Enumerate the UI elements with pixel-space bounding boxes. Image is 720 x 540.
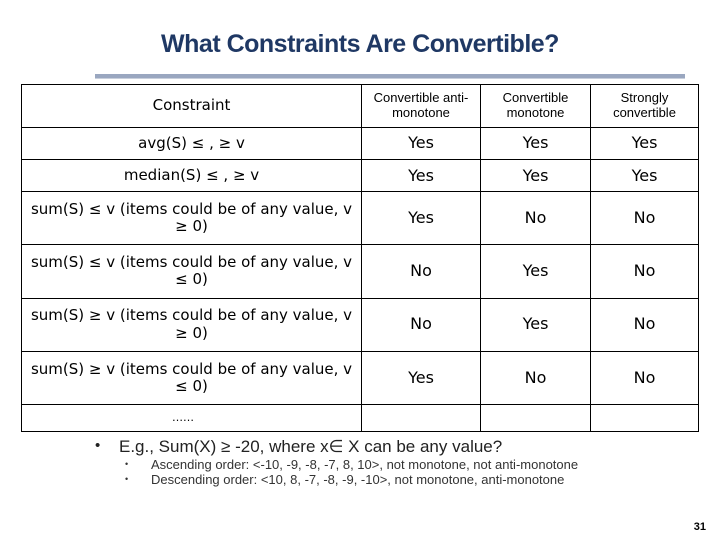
table-row bbox=[22, 245, 699, 298]
cell-strong: Yes bbox=[591, 160, 699, 192]
header-convertible-monotone: Convertible monotone bbox=[481, 85, 591, 128]
cell-anti: No bbox=[362, 245, 481, 298]
table-row bbox=[22, 351, 699, 404]
bullet-sub-ascending bbox=[125, 458, 655, 472]
table-row bbox=[22, 128, 699, 160]
table-row bbox=[22, 160, 699, 192]
cell-constraint: sum(S) ≤ v (items could be of any value, v ≤ 0) bbox=[22, 245, 362, 298]
cell-strong: No bbox=[591, 351, 699, 404]
example-bullets bbox=[95, 437, 655, 486]
cell-mono: No bbox=[481, 351, 591, 404]
bullet-dot-icon: • bbox=[125, 473, 129, 484]
cell-anti: No bbox=[362, 298, 481, 351]
page-number: 31 bbox=[693, 521, 706, 533]
bullet-sub-text: Ascending order: <-10, -9, -8, -7, 8, 10>, not monotone, not anti-monotone bbox=[151, 457, 579, 472]
cell-constraint: avg(S) ≤ , ≥ v bbox=[22, 128, 362, 160]
cell-mono: Yes bbox=[481, 128, 591, 160]
cell-constraint: sum(S) ≤ v (items could be of any value, v ≥ 0) bbox=[22, 192, 362, 245]
bullet-sub-descending bbox=[125, 473, 655, 487]
cell-anti: Yes bbox=[362, 351, 481, 404]
table-row bbox=[22, 192, 699, 245]
table-header-row bbox=[22, 85, 699, 128]
cell-anti: Yes bbox=[362, 192, 481, 245]
cell-empty bbox=[362, 404, 481, 431]
cell-constraint: sum(S) ≥ v (items could be of any value, v ≤ 0) bbox=[22, 351, 362, 404]
cell-mono: Yes bbox=[481, 298, 591, 351]
header-strongly-convertible: Strongly convertible bbox=[591, 85, 699, 128]
cell-empty bbox=[481, 404, 591, 431]
cell-constraint: sum(S) ≥ v (items could be of any value, v ≥ 0) bbox=[22, 298, 362, 351]
slide-title: What Constraints Are Convertible? bbox=[161, 30, 559, 58]
cell-mono: Yes bbox=[481, 160, 591, 192]
bullet-main-text: E.g., Sum(X) ≥ -20, where x∈ X can be any value? bbox=[119, 437, 503, 456]
header-constraint: Constraint bbox=[22, 85, 362, 128]
title-underline bbox=[95, 74, 685, 79]
cell-mono: Yes bbox=[481, 245, 591, 298]
cell-ellipsis: …… bbox=[22, 404, 362, 431]
table-row bbox=[22, 298, 699, 351]
cell-strong: No bbox=[591, 298, 699, 351]
cell-empty bbox=[591, 404, 699, 431]
header-convertible-anti-monotone: Convertible anti-monotone bbox=[362, 85, 481, 128]
cell-anti: Yes bbox=[362, 128, 481, 160]
cell-mono: No bbox=[481, 192, 591, 245]
cell-strong: No bbox=[591, 245, 699, 298]
table-row-ellipsis bbox=[22, 404, 699, 431]
bullet-main bbox=[95, 437, 655, 457]
bullet-dot-icon: • bbox=[125, 459, 129, 469]
cell-constraint: median(S) ≤ , ≥ v bbox=[22, 160, 362, 192]
cell-anti: Yes bbox=[362, 160, 481, 192]
cell-strong: Yes bbox=[591, 128, 699, 160]
bullet-sub-text: Descending order: <10, 8, -7, -8, -9, -10>, not monotone, anti-monotone bbox=[151, 471, 565, 487]
bullet-dot-icon: • bbox=[95, 437, 101, 454]
convertibility-table bbox=[21, 84, 699, 432]
cell-strong: No bbox=[591, 192, 699, 245]
